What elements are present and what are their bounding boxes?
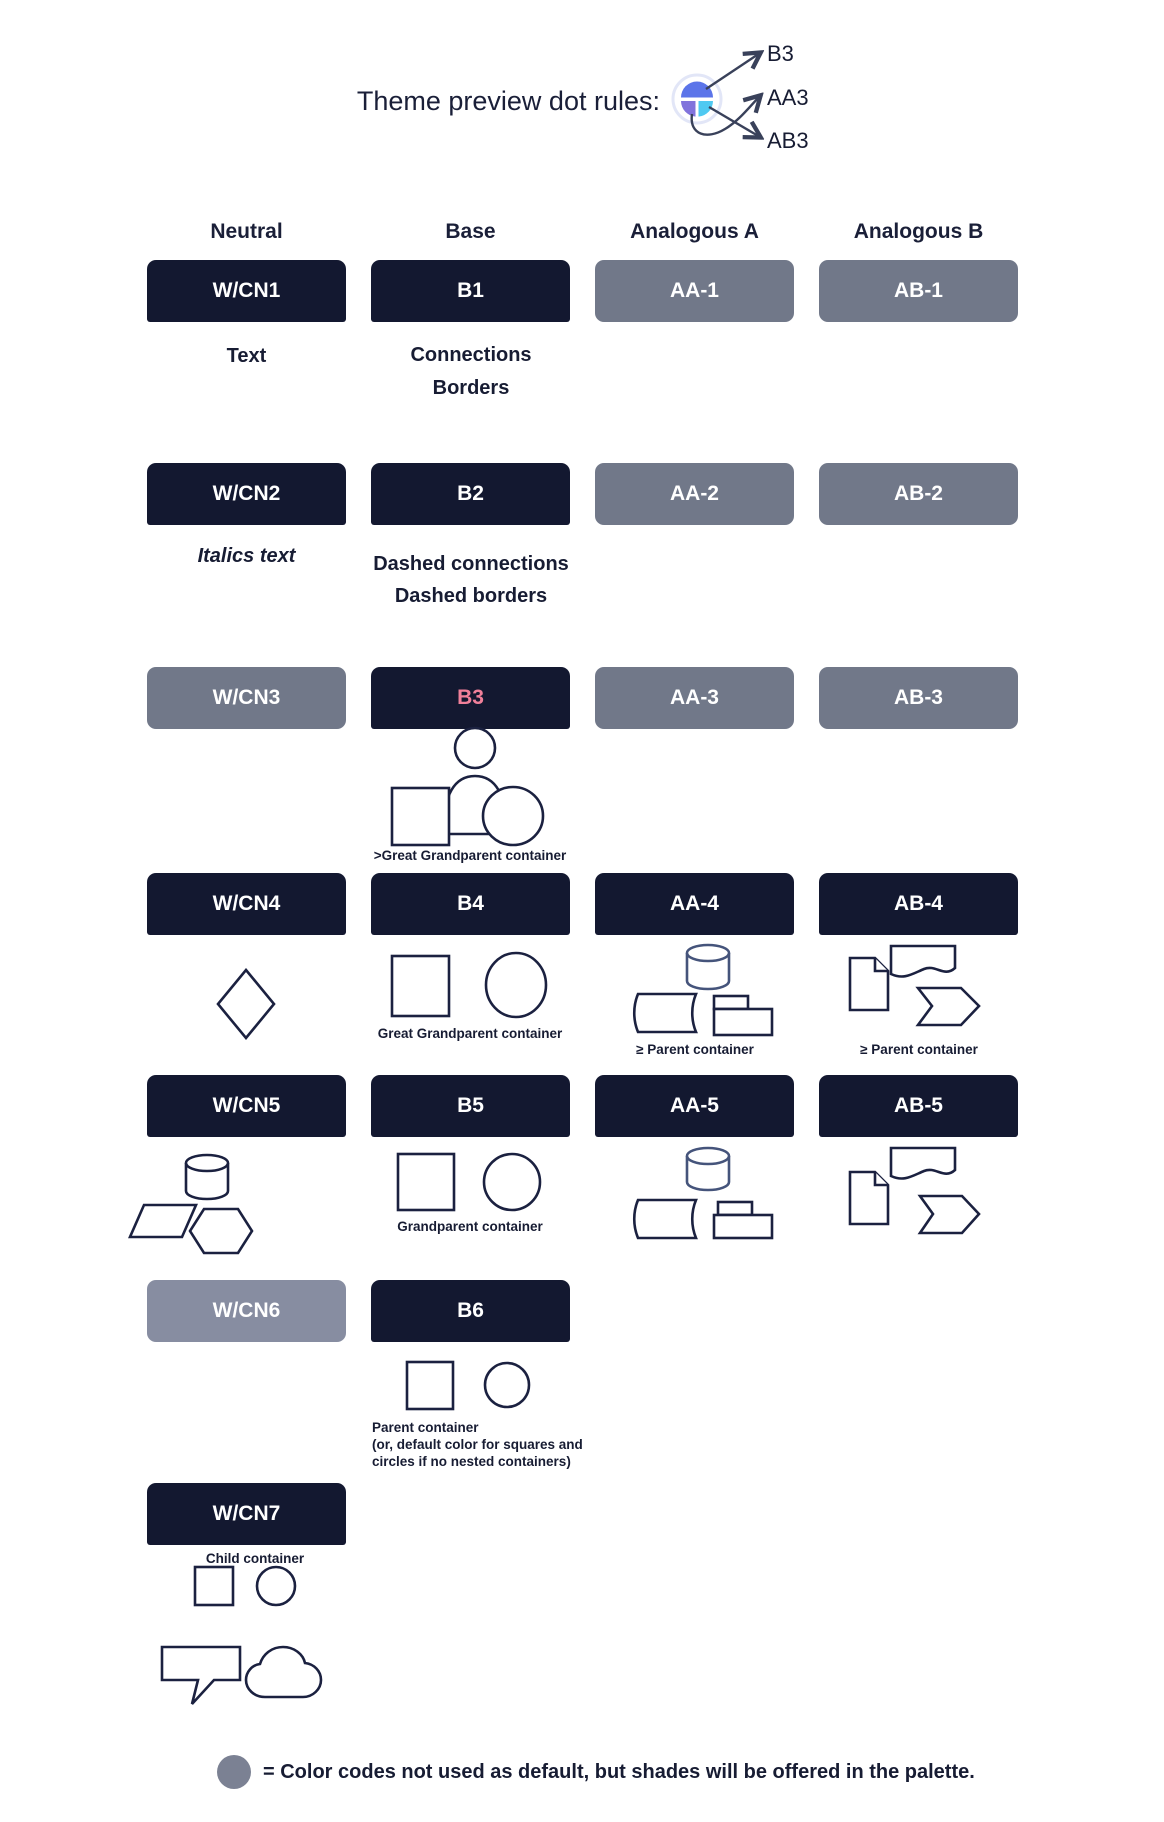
- swatch-label: B6: [457, 1299, 484, 1322]
- b5-shape-group: [390, 1148, 550, 1216]
- square-icon: [392, 956, 449, 1016]
- circle-icon: [483, 787, 543, 845]
- swatch-label: W/CN5: [212, 1094, 281, 1117]
- square-icon: [392, 788, 449, 845]
- swatch-label: AB-4: [893, 892, 943, 915]
- caption-connections: Connections: [410, 344, 532, 366]
- aa5-shape-group: [630, 1140, 780, 1242]
- wcn7-shape-group-2: [152, 1634, 337, 1710]
- swatch-wcn3: [147, 667, 346, 729]
- arrow-to-b3: [706, 53, 760, 89]
- dot-label-b3: B3: [767, 41, 794, 66]
- aa4-shape-group: [630, 938, 780, 1038]
- swatch-aa1: [595, 260, 794, 322]
- dot-top-half: [681, 82, 713, 98]
- caption-ab4-group: ≥ Parent container: [860, 1042, 978, 1057]
- legend-text: = Color codes not used as default, but shades will be offered in the palette.: [263, 1761, 975, 1783]
- swatch-label: AA-3: [669, 686, 719, 709]
- document-icon: [850, 1172, 888, 1224]
- circle-icon: [484, 1154, 540, 1210]
- caption-b6-line3: circles if no nested containers): [372, 1454, 571, 1469]
- square-icon: [407, 1362, 453, 1409]
- swatch-label: AB-2: [893, 482, 943, 505]
- swatch-b4: [371, 873, 570, 935]
- caption-borders: Borders: [432, 377, 510, 399]
- swatch-wcn1: [147, 260, 346, 322]
- cylinder-icon: [687, 1148, 729, 1190]
- banner-icon: [891, 1148, 955, 1179]
- caption-b4-group: Great Grandparent container: [377, 1026, 563, 1041]
- swatch-label: W/CN7: [212, 1502, 281, 1525]
- chevron-icon: [918, 988, 979, 1025]
- swatch-label: B3: [457, 686, 484, 709]
- banner-icon: [891, 946, 955, 977]
- column-header-analogous-a: Analogous A: [630, 220, 759, 243]
- swatch-label: AA-1: [669, 279, 719, 302]
- hexagon-icon: [190, 1209, 252, 1253]
- square-icon: [195, 1567, 233, 1605]
- swatch-label: W/CN2: [212, 482, 281, 505]
- b4-shape-group: [388, 948, 553, 1020]
- caption-b3-group: >Great Grandparent container: [373, 848, 567, 863]
- swatch-label: B1: [457, 279, 484, 302]
- swatch-b3: [371, 667, 570, 729]
- column-header-analogous-b: Analogous B: [853, 220, 984, 243]
- swatch-ab3: [819, 667, 1018, 729]
- swatch-aa4: [595, 873, 794, 935]
- b6-shape-group: [395, 1356, 540, 1414]
- dot-bottom-left-quarter: [681, 101, 696, 117]
- swatch-b6: [371, 1280, 570, 1342]
- swatch-label: B2: [457, 482, 484, 505]
- dot-label-ab3: AB3: [767, 128, 809, 153]
- swatch-label: W/CN6: [212, 1299, 281, 1322]
- cylinder-icon: [687, 945, 729, 989]
- circle-icon: [257, 1567, 295, 1605]
- cloud-icon: [246, 1647, 321, 1697]
- circle-icon: [486, 953, 546, 1017]
- swatch-wcn7: [147, 1483, 346, 1545]
- column-header-base: Base: [445, 220, 496, 243]
- dot-rules-diagram: [640, 28, 850, 168]
- swatch-label: W/CN1: [212, 279, 281, 302]
- caption-b5-group: Grandparent container: [397, 1219, 543, 1234]
- tabbed-rect-icon: [714, 996, 772, 1035]
- cylinder-icon: [186, 1155, 228, 1199]
- diamond-icon: [218, 970, 274, 1038]
- swatch-wcn4: [147, 873, 346, 935]
- circle-icon: [485, 1363, 529, 1407]
- swatch-ab5: [819, 1075, 1018, 1137]
- b3-shape-group: [375, 726, 575, 852]
- wcn5-shape-group: [128, 1143, 258, 1258]
- swatch-wcn5: [147, 1075, 346, 1137]
- wcn7-shape-group: [188, 1560, 300, 1610]
- swatch-label: AB-5: [893, 1094, 943, 1117]
- ab5-shape-group: [842, 1140, 992, 1242]
- swatch-ab2: [819, 463, 1018, 525]
- swatch-label: AB-3: [893, 686, 943, 709]
- curved-card-icon: [634, 1200, 696, 1238]
- caption-dashed-borders: Dashed borders: [394, 585, 548, 607]
- swatch-ab1: [819, 260, 1018, 322]
- swatch-b1: [371, 260, 570, 322]
- swatch-wcn2: [147, 463, 346, 525]
- caption-wcn7-group: Child container: [205, 1551, 305, 1566]
- caption-b6-line2: (or, default color for squares and: [372, 1437, 583, 1452]
- document-icon: [850, 958, 888, 1010]
- swatch-label: AA-2: [669, 482, 719, 505]
- curved-card-icon: [634, 994, 696, 1032]
- swatch-b2: [371, 463, 570, 525]
- caption-text: Text: [226, 345, 267, 367]
- swatch-wcn6: [147, 1280, 346, 1342]
- swatch-b5: [371, 1075, 570, 1137]
- tabbed-rect-icon: [714, 1202, 772, 1238]
- swatch-label: AA-4: [669, 892, 719, 915]
- dot-label-aa3: AA3: [767, 85, 809, 110]
- swatch-label: AB-1: [893, 279, 943, 302]
- swatch-label: AA-5: [669, 1094, 719, 1117]
- wcn4-shape-group: [216, 968, 276, 1040]
- square-icon: [398, 1154, 454, 1210]
- caption-b6-line1: Parent container: [372, 1420, 479, 1435]
- caption-italics-text: Italics text: [197, 545, 296, 567]
- caption-aa4-group: ≥ Parent container: [636, 1042, 754, 1057]
- swatch-label: B5: [457, 1094, 484, 1117]
- speech-bubble-icon: [162, 1647, 240, 1704]
- column-header-neutral: Neutral: [210, 220, 283, 243]
- chevron-icon: [920, 1196, 979, 1233]
- caption-dashed-connections: Dashed connections: [373, 553, 569, 575]
- swatch-label: B4: [457, 892, 484, 915]
- swatch-aa3: [595, 667, 794, 729]
- legend-dot: [217, 1755, 251, 1789]
- swatch-ab4: [819, 873, 1018, 935]
- swatch-aa2: [595, 463, 794, 525]
- swatch-aa5: [595, 1075, 794, 1137]
- swatch-label: W/CN4: [212, 892, 281, 915]
- preview-dot-icon: [673, 75, 721, 123]
- parallelogram-icon: [130, 1205, 196, 1237]
- swatch-label: W/CN3: [212, 686, 281, 709]
- ab4-shape-group: [842, 938, 992, 1038]
- page-title: Theme preview dot rules:: [356, 86, 660, 116]
